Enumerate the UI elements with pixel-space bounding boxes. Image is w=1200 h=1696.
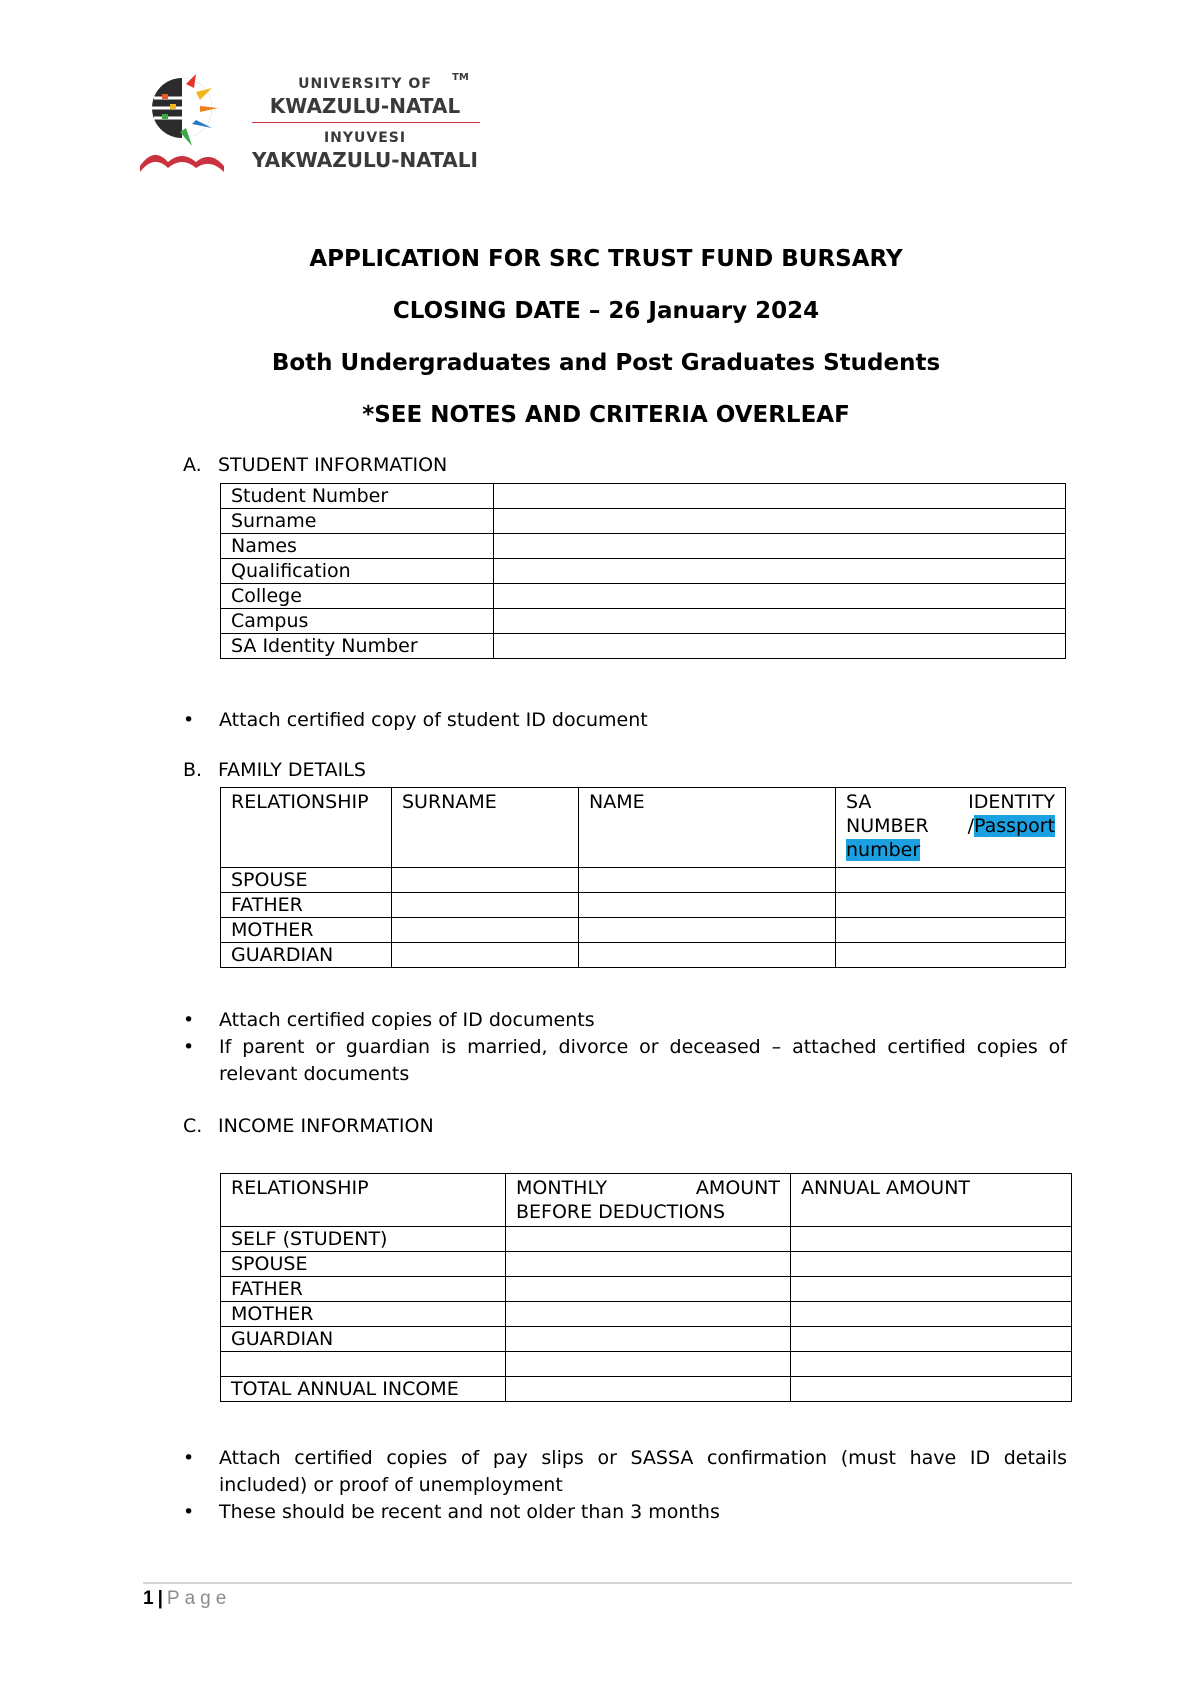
section-c-heading — [183, 1115, 434, 1137]
row-label: Student Number — [221, 484, 494, 509]
qualification-field[interactable] — [494, 559, 1066, 584]
student-number-field[interactable] — [494, 484, 1066, 509]
column-header-monthly — [506, 1174, 791, 1227]
monthly-amount-cell[interactable] — [506, 1277, 791, 1302]
surname-cell[interactable] — [392, 918, 579, 943]
header-line — [516, 1176, 780, 1200]
name-cell[interactable] — [579, 868, 836, 893]
monthly-amount-cell[interactable] — [506, 1327, 791, 1352]
table-header-row — [221, 788, 1066, 868]
id-number-cell[interactable] — [836, 868, 1066, 893]
list-item: • Attach certified copies of ID documents — [183, 1007, 1067, 1034]
page-footer — [143, 1588, 231, 1610]
monthly-amount-cell[interactable] — [506, 1252, 791, 1277]
table-row — [221, 509, 1066, 534]
row-label: Campus — [221, 609, 494, 634]
row-label: SA Identity Number — [221, 634, 494, 659]
list-item: • Attach certified copies of pay slips or SASSA confirmation (must have ID details included) or proof of unemployment — [183, 1445, 1067, 1499]
row-label: College — [221, 584, 494, 609]
table-row — [221, 868, 1066, 893]
monthly-total-cell[interactable] — [506, 1377, 791, 1402]
surname-cell[interactable] — [392, 943, 579, 968]
row-label: GUARDIAN — [221, 1327, 506, 1352]
footer-divider — [143, 1582, 1072, 1584]
closing-date: CLOSING DATE – 26 January 2024 — [392, 298, 820, 324]
table-row — [221, 484, 1066, 509]
section-letter: A. — [183, 454, 202, 476]
id-number-cell[interactable] — [836, 893, 1066, 918]
footer-separator: | — [157, 1588, 163, 1609]
logo-line-3: INYUVESI — [323, 130, 407, 146]
header-line — [846, 790, 1055, 814]
annual-amount-cell[interactable] — [791, 1252, 1072, 1277]
section-b-heading — [183, 759, 366, 781]
monthly-amount-cell[interactable] — [506, 1302, 791, 1327]
row-label: FATHER — [221, 893, 392, 918]
row-label: MOTHER — [221, 918, 392, 943]
row-label: Surname — [221, 509, 494, 534]
family-details-table — [220, 787, 1066, 968]
surname-cell[interactable] — [392, 893, 579, 918]
annual-total-cell[interactable] — [791, 1377, 1072, 1402]
university-logo — [140, 66, 480, 178]
logo-line-2: KWAZULU-NATAL — [269, 94, 461, 118]
table-row-total — [221, 1377, 1072, 1402]
header-word: IDENTITY — [968, 791, 1055, 813]
annual-amount-cell[interactable] — [791, 1227, 1072, 1252]
row-label: SPOUSE — [221, 1252, 506, 1277]
table-row — [221, 584, 1066, 609]
ukzn-emblem-icon — [140, 66, 252, 178]
section-title: INCOME INFORMATION — [218, 1115, 434, 1137]
header-line — [846, 814, 1055, 838]
monthly-amount-cell[interactable] — [506, 1227, 791, 1252]
section-b-notes — [183, 1007, 1067, 1088]
section-c-notes — [183, 1445, 1067, 1526]
row-label: SELF (STUDENT) — [221, 1227, 506, 1252]
section-a-heading — [183, 454, 447, 476]
column-header-id — [836, 788, 1066, 868]
notes-reference: *SEE NOTES AND CRITERIA OVERLEAF — [362, 402, 850, 428]
student-information-table — [220, 483, 1066, 659]
section-a-notes — [183, 707, 1067, 734]
table-row — [221, 1327, 1072, 1352]
name-cell[interactable] — [579, 918, 836, 943]
annual-amount-cell[interactable] — [791, 1277, 1072, 1302]
annual-amount-cell[interactable] — [791, 1352, 1072, 1377]
row-label: Qualification — [221, 559, 494, 584]
section-letter: B. — [183, 759, 203, 781]
table-row — [221, 1352, 1072, 1377]
row-label-blank[interactable] — [221, 1352, 506, 1377]
annual-amount-cell[interactable] — [791, 1302, 1072, 1327]
id-number-cell[interactable] — [836, 918, 1066, 943]
row-label: GUARDIAN — [221, 943, 392, 968]
table-row — [221, 634, 1066, 659]
name-cell[interactable] — [579, 893, 836, 918]
names-field[interactable] — [494, 534, 1066, 559]
list-item: • If parent or guardian is married, divorce or deceased – attached certified copies of relevant documents — [183, 1034, 1067, 1088]
header-line: BEFORE DEDUCTIONS — [516, 1201, 726, 1223]
table-row — [221, 1227, 1072, 1252]
column-header: RELATIONSHIP — [221, 1174, 506, 1227]
sa-identity-number-field[interactable] — [494, 634, 1066, 659]
row-label: FATHER — [221, 1277, 506, 1302]
table-row — [221, 1277, 1072, 1302]
list-item: • Attach certified copy of student ID document — [183, 707, 1067, 734]
table-row — [221, 534, 1066, 559]
logo-line-1: UNIVERSITY OF — [298, 76, 432, 92]
highlighted-text: Passport — [974, 815, 1055, 837]
monthly-amount-cell[interactable] — [506, 1352, 791, 1377]
row-label: Names — [221, 534, 494, 559]
column-header: RELATIONSHIP — [221, 788, 392, 868]
income-information-table — [220, 1173, 1072, 1402]
header-line — [846, 838, 1055, 862]
header-word — [968, 814, 1055, 838]
row-label: TOTAL ANNUAL INCOME — [221, 1377, 506, 1402]
header-word: MONTHLY — [516, 1177, 608, 1199]
name-cell[interactable] — [579, 943, 836, 968]
trademark-mark: TM — [452, 72, 469, 83]
row-label: MOTHER — [221, 1302, 506, 1327]
table-row — [221, 918, 1066, 943]
annual-amount-cell[interactable] — [791, 1327, 1072, 1352]
list-item: • These should be recent and not older than 3 months — [183, 1499, 1067, 1526]
table-row — [221, 559, 1066, 584]
surname-cell[interactable] — [392, 868, 579, 893]
highlighted-text: number — [846, 839, 921, 861]
row-label: SPOUSE — [221, 868, 392, 893]
header-word: SA — [846, 791, 872, 813]
table-row — [221, 609, 1066, 634]
table-row — [221, 1252, 1072, 1277]
form-title: APPLICATION FOR SRC TRUST FUND BURSARY — [309, 246, 903, 272]
section-letter: C. — [183, 1115, 203, 1137]
column-header: NAME — [579, 788, 836, 868]
college-field[interactable] — [494, 584, 1066, 609]
table-row — [221, 943, 1066, 968]
page-label: Page — [166, 1588, 232, 1609]
table-row — [221, 893, 1066, 918]
column-header: SURNAME — [392, 788, 579, 868]
id-number-cell[interactable] — [836, 943, 1066, 968]
section-title: FAMILY DETAILS — [218, 759, 366, 781]
logo-divider — [252, 122, 480, 123]
table-row — [221, 1302, 1072, 1327]
logo-line-4: YAKWAZULU-NATALI — [252, 148, 478, 172]
header-word: AMOUNT — [695, 1177, 780, 1199]
header-word: NUMBER — [846, 815, 929, 837]
section-title: STUDENT INFORMATION — [218, 454, 448, 476]
page-number: 1 — [143, 1588, 154, 1609]
slash: / — [967, 815, 974, 837]
campus-field[interactable] — [494, 609, 1066, 634]
eligibility-subtitle: Both Undergraduates and Post Graduates Students — [271, 350, 941, 376]
surname-field[interactable] — [494, 509, 1066, 534]
column-header: ANNUAL AMOUNT — [791, 1174, 1072, 1227]
table-header-row — [221, 1174, 1072, 1227]
